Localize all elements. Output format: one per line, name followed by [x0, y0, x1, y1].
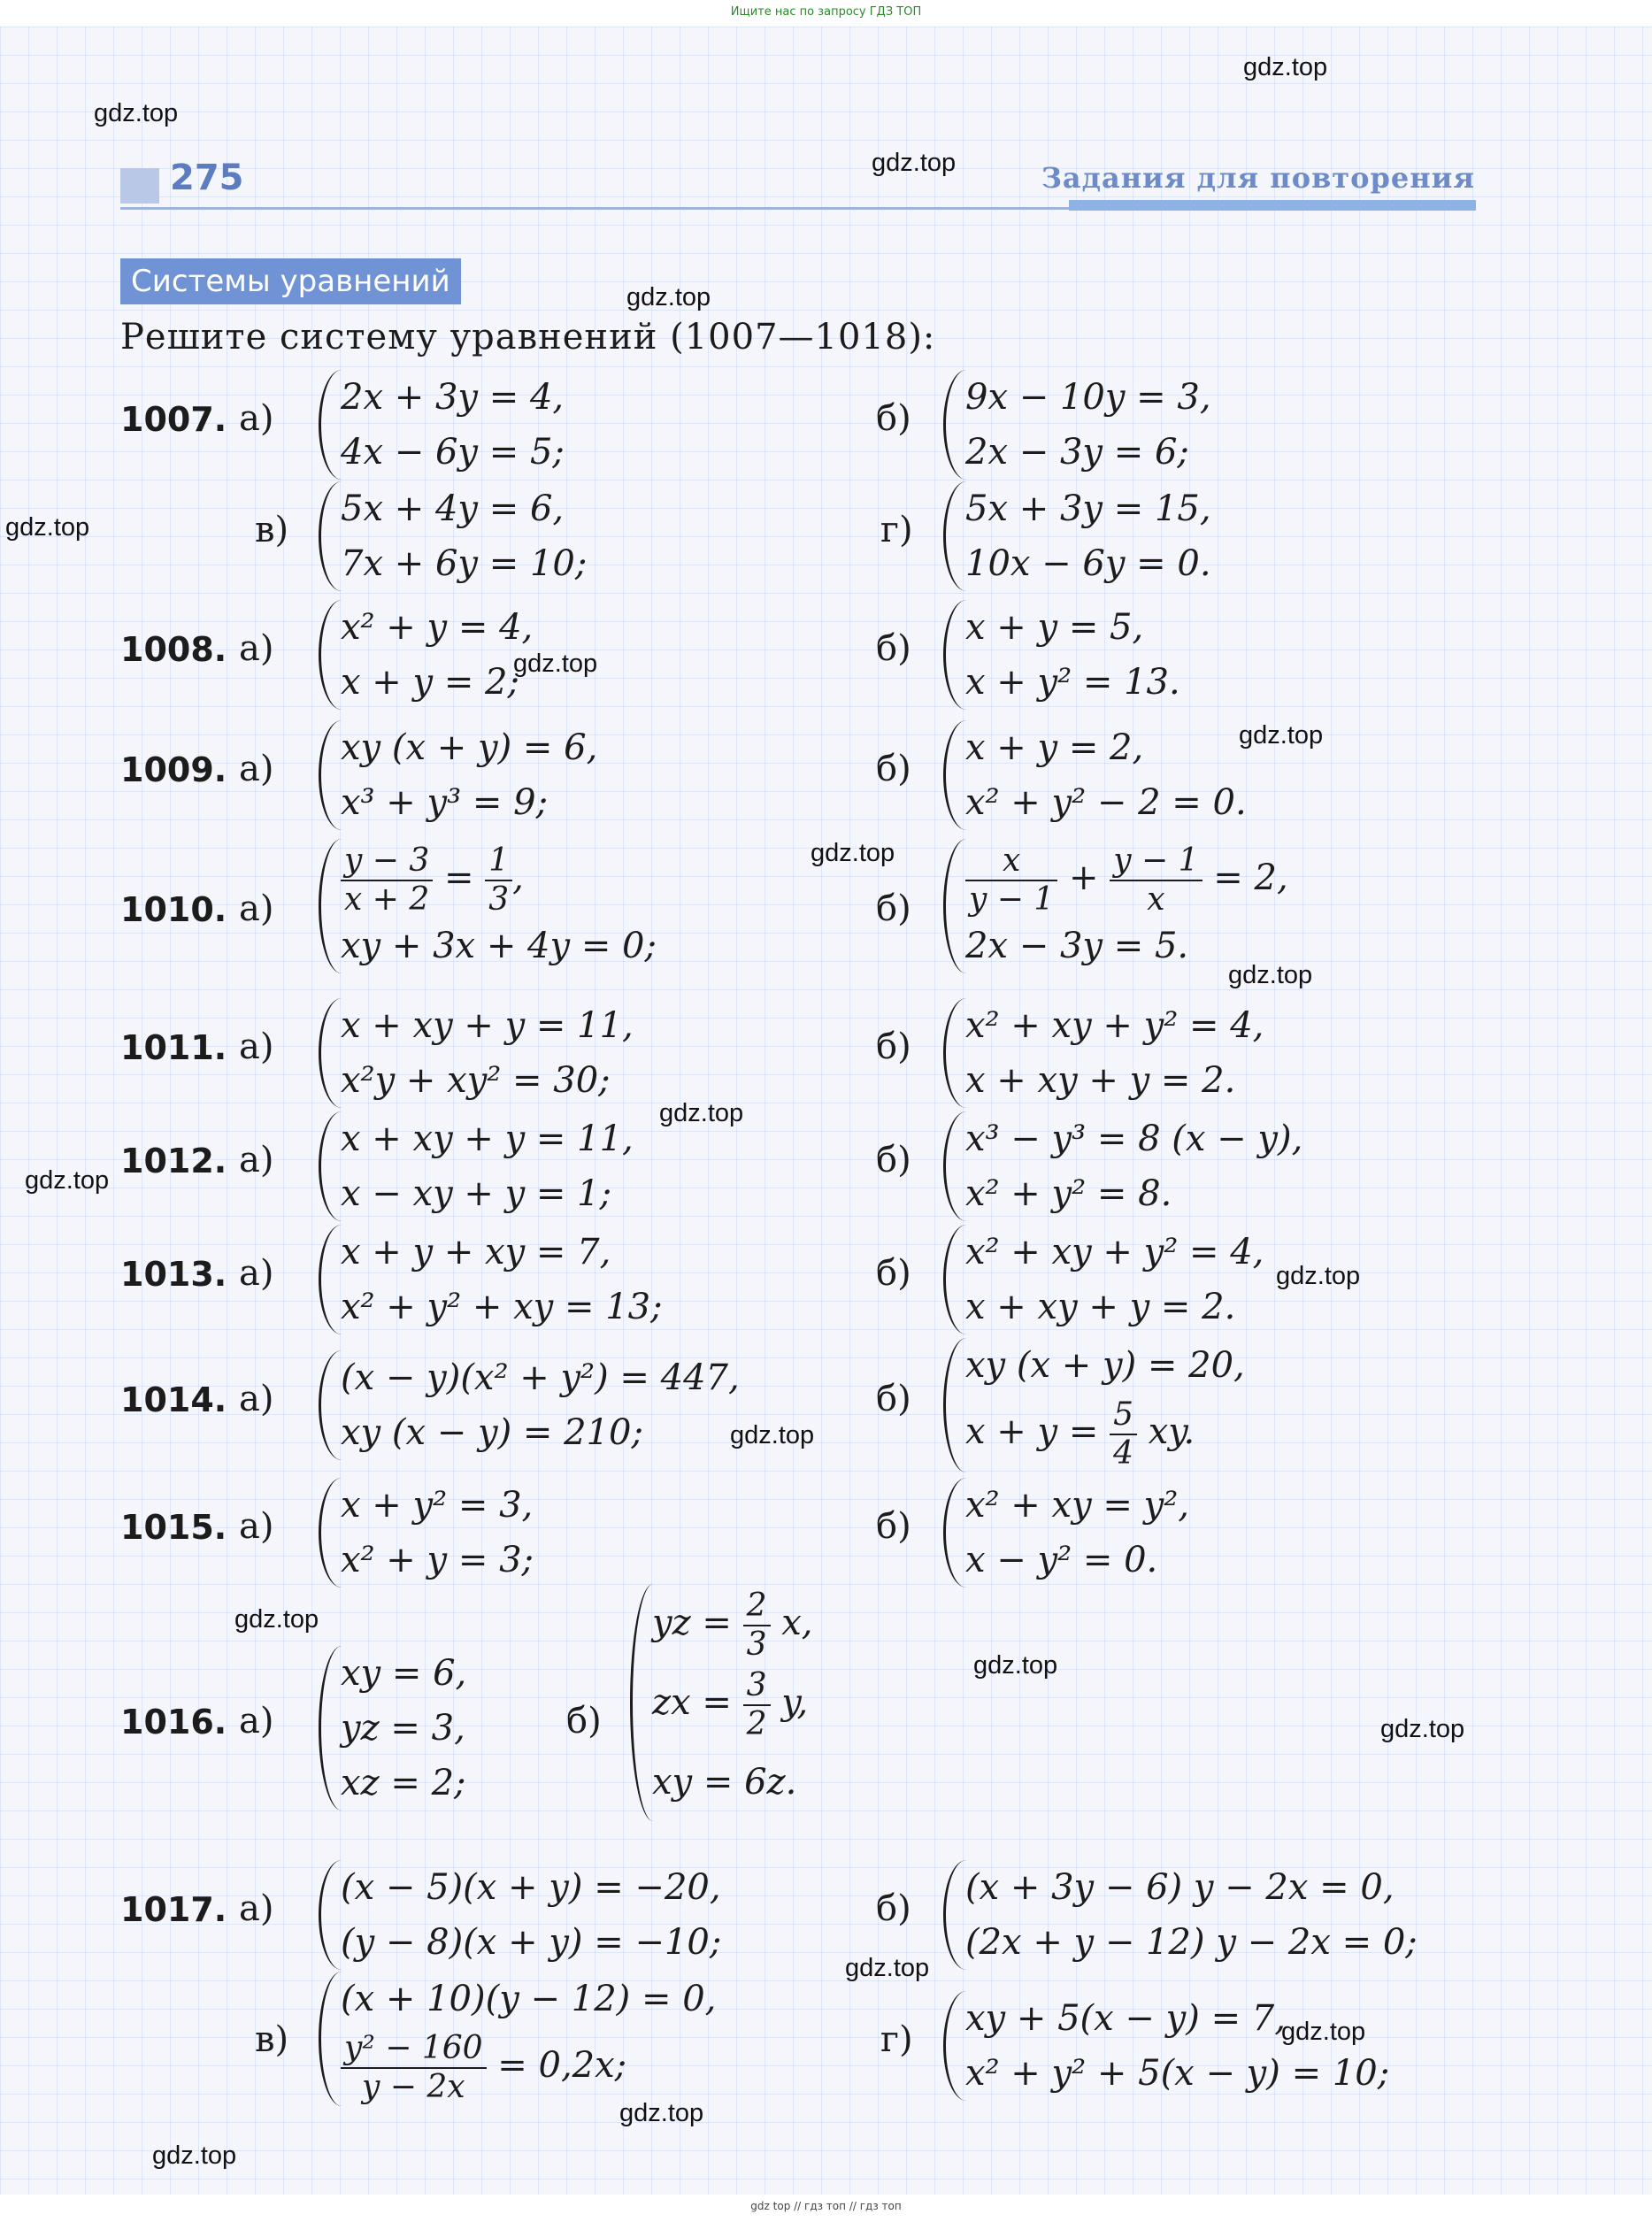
problem-number: 1008.: [120, 630, 227, 669]
top-search-note: Ищите нас по запросу ГДЗ ТОП: [730, 5, 922, 19]
problem-number: 1009.: [120, 750, 227, 789]
equation: x² + y² − 2 = 0.: [965, 782, 1247, 823]
topic-heading: Системы уравнений: [120, 258, 461, 304]
equation-system: [943, 839, 1288, 973]
equation: x² + y = 4,: [341, 607, 534, 648]
item-label: а): [239, 1253, 274, 1294]
item-label: в): [255, 510, 289, 550]
item-label: а): [239, 628, 274, 669]
equation: (x + 3y − 6) y − 2x = 0,: [965, 1867, 1395, 1908]
equation: x − y² = 0.: [965, 1540, 1158, 1580]
equation: x³ − y³ = 8 (x − y),: [965, 1119, 1303, 1159]
equation-system: [319, 1646, 466, 1811]
equation: (y − 8)(x + y) = −10;: [341, 1922, 722, 1963]
equation: 2x − 3y = 6;: [965, 432, 1189, 473]
equation: x + xy + y = 2.: [965, 1060, 1236, 1101]
equation-system: [943, 998, 1264, 1108]
equation-system: [943, 600, 1180, 710]
watermark: gdz.top: [94, 99, 179, 127]
watermark: gdz.top: [1380, 1715, 1465, 1743]
item-label: а): [239, 1026, 274, 1067]
equation: xy + 3x + 4y = 0;: [341, 926, 657, 966]
equation-system: [319, 839, 657, 973]
item-label: б): [876, 1026, 911, 1067]
fraction: $\frac{\text{y² − 160}}{y - 2x}$: [341, 2030, 487, 2106]
equation: x² + y² + 5(x − y) = 10;: [965, 2053, 1390, 2094]
equation: xy (x + y) = 20,: [965, 1345, 1245, 1386]
equation: x + y = $\frac{5}{4}$ xy.: [965, 1396, 1195, 1472]
item-label: б): [876, 1253, 911, 1294]
equation: x² + y² + xy = 13;: [341, 1287, 663, 1327]
fraction: $\frac{x}{y - 1}$: [965, 842, 1057, 919]
problem-number: 1010.: [120, 890, 227, 929]
equation: 5x + 3y = 15,: [965, 488, 1211, 529]
equation: x + xy + y = 11,: [341, 1005, 634, 1046]
watermark: gdz.top: [152, 2141, 237, 2170]
item-label: б): [876, 888, 911, 929]
equation: x³ + y³ = 9;: [341, 782, 549, 823]
watermark: gdz.top: [5, 513, 90, 542]
equation: x² + xy + y² = 4,: [965, 1005, 1264, 1046]
equation: x + y = 2;: [341, 662, 519, 703]
equation: x + xy + y = 11,: [341, 1119, 634, 1159]
equation: 4x − 6y = 5;: [341, 432, 565, 473]
watermark: gdz.top: [619, 2099, 704, 2127]
watermark: gdz.top: [1228, 961, 1313, 989]
equation: x + y + xy = 7,: [341, 1232, 611, 1272]
equation: x² + y = 3;: [341, 1540, 534, 1580]
equation: (2x + y − 12) y − 2x = 0;: [965, 1922, 1418, 1963]
equation: (x + 10)(y − 12) = 0,: [341, 1979, 717, 2019]
watermark: gdz.top: [234, 1605, 319, 1634]
item-label: г): [880, 510, 913, 550]
equation-system: [319, 600, 533, 710]
item-label: б): [876, 1140, 911, 1180]
equation: x²y + xy² = 30;: [341, 1060, 611, 1101]
equation: 9x − 10y = 3,: [965, 377, 1211, 418]
section-title: Задания для повторения: [1041, 161, 1475, 195]
equation: x² + xy = y²,: [965, 1485, 1189, 1526]
equation: x + y = 2,: [965, 727, 1144, 768]
problem-number: 1013.: [120, 1255, 227, 1294]
equation-system: [319, 481, 587, 591]
fraction: $\frac{1}{3}$: [485, 842, 512, 919]
watermark: gdz.top: [659, 1099, 744, 1127]
bottom-note: gdz top // гдз топ // гдз топ: [750, 2200, 902, 2212]
equation: x − xy + y = 1;: [341, 1173, 612, 1214]
item-label: б): [876, 1888, 911, 1929]
equation: yz = 3,: [341, 1708, 465, 1749]
equation-system: [943, 1111, 1302, 1221]
watermark: gdz.top: [973, 1651, 1058, 1680]
equation-system: [319, 998, 634, 1108]
watermark: gdz.top: [513, 650, 598, 678]
instruction-text: Решите систему уравнений (1007—1018):: [120, 317, 936, 358]
header-rule-accent: [1069, 200, 1476, 211]
problem-number: 1007.: [120, 400, 227, 439]
equation-system: [319, 1860, 721, 1970]
equation-system: [943, 370, 1211, 480]
item-label: б): [876, 1379, 911, 1419]
fraction: $\frac{y - 3}{x + 2}$: [341, 842, 433, 919]
equation: xy = 6z.: [652, 1762, 797, 1803]
equation: (x − y)(x² + y²) = 447,: [341, 1357, 740, 1398]
equation: x² + y² = 8.: [965, 1173, 1172, 1214]
item-label: б): [876, 398, 911, 439]
equation: x + y² = 13.: [965, 662, 1180, 703]
item-label: б): [566, 1701, 602, 1741]
equation: x + y = 5,: [965, 607, 1144, 648]
watermark: gdz.top: [1276, 1262, 1361, 1290]
item-label: б): [876, 1506, 911, 1547]
equation: $\frac{x}{y - 1}$ + $\frac{y - 1}{x}$ = 2,: [965, 839, 1288, 919]
equation-system: [943, 1860, 1418, 1970]
equation: $\frac{y - 3}{x + 2}$ = $\frac{1}{3}$ ,: [341, 839, 657, 919]
equation-system: [319, 720, 597, 830]
equation-system: [943, 1225, 1264, 1334]
equation: 7x + 6y = 10;: [341, 543, 588, 584]
item-label: а): [239, 1888, 274, 1929]
watermark: gdz.top: [872, 149, 957, 177]
watermark: gdz.top: [845, 1954, 930, 1982]
item-label: а): [239, 888, 274, 929]
equation: x + xy + y = 2.: [965, 1287, 1236, 1327]
equation-system: [943, 720, 1247, 830]
equation-system: [319, 1111, 634, 1221]
equation: xy (x − y) = 210;: [341, 1412, 643, 1453]
problem-number: 1017.: [120, 1890, 227, 1929]
watermark: gdz.top: [1243, 53, 1328, 81]
watermark: gdz.top: [626, 283, 711, 311]
page-number: 275: [170, 158, 244, 198]
watermark: gdz.top: [730, 1421, 815, 1449]
watermark: gdz.top: [25, 1166, 110, 1195]
item-label: а): [239, 398, 274, 439]
equation-system: [319, 370, 565, 480]
equation: yz = $\frac{2}{3}$ x,: [652, 1588, 813, 1663]
equation: zx = $\frac{3}{2}$ y,: [652, 1667, 809, 1742]
equation-system: [943, 481, 1211, 591]
item-label: б): [876, 628, 911, 669]
fraction: $\frac{y - 1}{x}$: [1110, 842, 1202, 919]
problem-number: 1012.: [120, 1142, 227, 1180]
equation-system: [319, 1225, 663, 1334]
equation: xz = 2;: [341, 1763, 466, 1803]
equation: xy = 6,: [341, 1653, 467, 1694]
equation-system: [319, 1350, 740, 1460]
item-label: а): [239, 749, 274, 789]
equation: 5x + 4y = 6,: [341, 488, 565, 529]
watermark: gdz.top: [1239, 721, 1324, 750]
equation: xy (x + y) = 6,: [341, 727, 598, 768]
item-label: а): [239, 1140, 274, 1180]
equation: (x − 5)(x + y) = −20,: [341, 1867, 721, 1908]
equation: 2x + 3y = 4,: [341, 377, 565, 418]
problem-number: 1014.: [120, 1380, 227, 1419]
fraction: $\frac{5}{4}$: [1110, 1396, 1137, 1472]
watermark: gdz.top: [811, 839, 895, 867]
item-label: а): [239, 1506, 274, 1547]
equation: xy + 5(x − y) = 7,: [965, 1998, 1286, 2039]
equation-system: [630, 1584, 813, 1821]
fraction: $\frac{2}{3}$: [743, 1588, 771, 1664]
equation-system: [319, 1972, 716, 2106]
item-label: а): [239, 1379, 274, 1419]
problem-number: 1016.: [120, 1703, 227, 1741]
item-label: а): [239, 1701, 274, 1741]
equation: x² + xy + y² = 4,: [965, 1232, 1264, 1272]
problem-number: 1011.: [120, 1028, 227, 1067]
item-label: б): [876, 749, 911, 789]
equation: 10x − 6y = 0.: [965, 543, 1211, 584]
equation-system: [943, 1338, 1245, 1472]
fraction: $\frac{3}{2}$: [743, 1667, 771, 1743]
header-marker: [120, 168, 159, 204]
equation: 2x − 3y = 5.: [965, 926, 1189, 966]
item-label: г): [880, 2019, 913, 2060]
equation: x + y² = 3,: [341, 1485, 534, 1526]
problem-number: 1015.: [120, 1508, 227, 1547]
item-label: в): [255, 2019, 289, 2060]
watermark: gdz.top: [1281, 2018, 1366, 2046]
equation-system: [943, 1991, 1389, 2101]
equation-system: [319, 1478, 534, 1588]
equation: $\frac{\text{y² − 160}}{y - 2x}$ = 0,2x;: [341, 2026, 716, 2106]
equation-system: [943, 1478, 1189, 1588]
